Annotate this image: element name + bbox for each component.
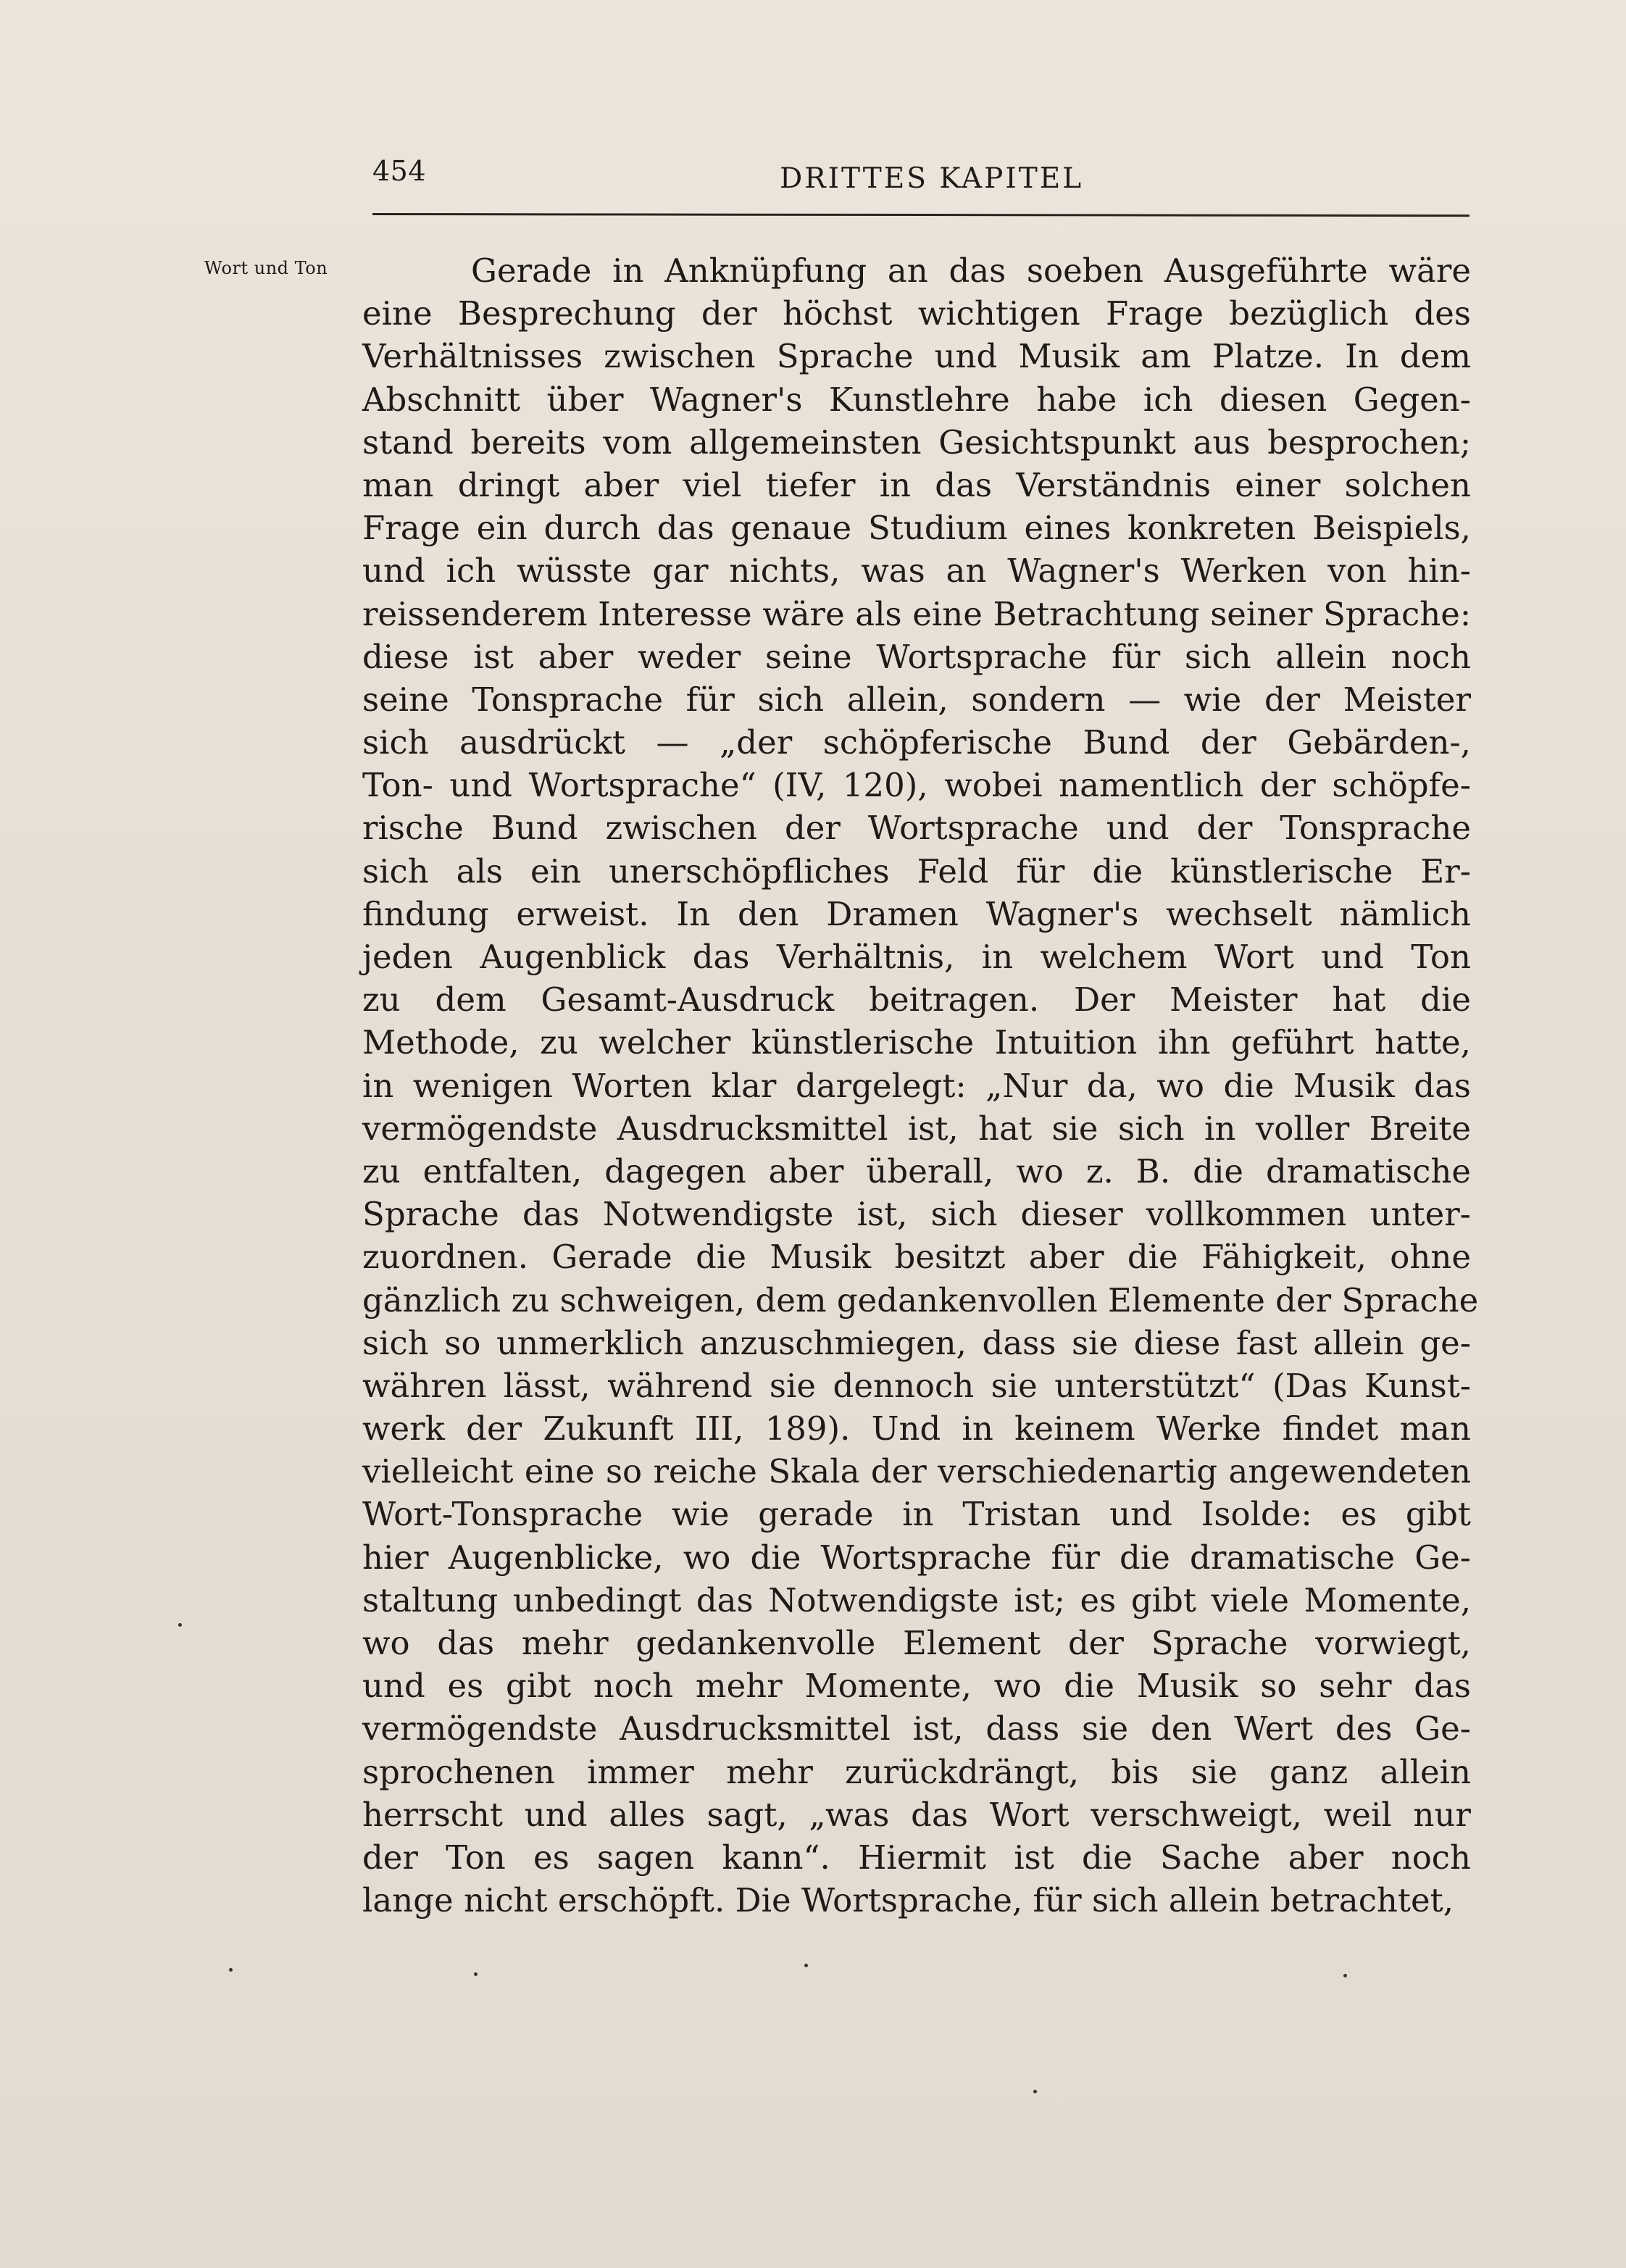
text-line: vermögendste Ausdrucksmittel ist, dass sie den Wert des Ge-	[362, 1709, 1471, 1748]
margin-note: Wort und Ton	[204, 258, 328, 278]
text-line: der Ton es sagen kann“. Hiermit ist die Sache aber noch	[362, 1838, 1471, 1877]
text-line: stand bereits vom allgemeinsten Gesichtspunkt aus besprochen;	[362, 422, 1471, 462]
paper-speck	[229, 1968, 233, 1972]
text-line: findung erweist. In den Dramen Wagner's wechselt nämlich	[362, 894, 1471, 933]
text-line: vielleicht eine so reiche Skala der verschiedenartig angewendeten	[362, 1452, 1471, 1491]
header-rule	[372, 213, 1469, 217]
body-text	[362, 249, 1479, 1922]
paper-speck	[804, 1964, 808, 1967]
text-line: gänzlich zu schweigen, dem gedankenvollen Elemente der Sprache	[362, 1280, 1479, 1319]
text-line: eine Besprechung der höchst wichtigen Frage bezüglich des	[362, 294, 1471, 333]
paper-speck	[1033, 2090, 1037, 2093]
text-line: Sprache das Notwendigste ist, sich dieser vollkommen unter-	[362, 1195, 1471, 1234]
paper-speck	[1343, 1974, 1347, 1977]
text-line: währen lässt, während sie dennoch sie unterstützt“ (Das Kunst-	[362, 1366, 1471, 1405]
text-line: sich ausdrückt — „der schöpferische Bund der Gebärden-,	[362, 723, 1471, 762]
paper-speck	[178, 1623, 182, 1627]
text-line: Ton- und Wortsprache“ (IV, 120), wobei namentlich der schöpfe-	[362, 766, 1471, 805]
text-line: in wenigen Worten klar dargelegt: „Nur da, wo die Musik das	[362, 1066, 1471, 1105]
text-line: vermögendste Ausdrucksmittel ist, hat sie sich in voller Breite	[362, 1109, 1471, 1148]
text-line: und es gibt noch mehr Momente, wo die Musik so sehr das	[362, 1667, 1471, 1706]
text-line: rische Bund zwischen der Wortsprache und der Tonsprache	[362, 809, 1471, 848]
text-line: lange nicht erschöpft. Die Wortsprache, für sich allein betrachtet,	[362, 1881, 1454, 1920]
paper-speck	[474, 1972, 478, 1976]
text-line: diese ist aber weder seine Wortsprache für sich allein noch	[362, 637, 1471, 676]
text-line: zu entfalten, dagegen aber überall, wo z. B. die dramatische	[362, 1151, 1471, 1191]
text-line: zu dem Gesamt-Ausdruck beitragen. Der Meister hat die	[362, 980, 1471, 1020]
text-line: sich als ein unerschöpfliches Feld für die künstlerische Er-	[362, 851, 1471, 891]
text-line: man dringt aber viel tiefer in das Verständnis einer solchen	[362, 465, 1471, 504]
text-line: reissenderem Interesse wäre als eine Betrachtung seiner Sprache:	[362, 594, 1471, 633]
text-line: jeden Augenblick das Verhältnis, in welchem Wort und Ton	[362, 938, 1471, 976]
text-line: wo das mehr gedankenvolle Element der Sprache vorwiegt,	[362, 1624, 1471, 1662]
text-line: und ich wüsste gar nichts, was an Wagner's Werken von hin-	[362, 551, 1471, 591]
text-line: Methode, zu welcher künstlerische Intuition ihn geführt hatte,	[362, 1023, 1471, 1062]
page-number: 454	[372, 155, 427, 187]
text-line: Gerade in Anknüpfung an das soeben Ausgeführte wäre	[471, 251, 1471, 290]
text-line: werk der Zukunft III, 189). Und in keinem Werke findet man	[362, 1409, 1471, 1448]
text-line: Frage ein durch das genaue Studium eines konkreten Beispiels,	[362, 509, 1471, 548]
text-line: sprochenen immer mehr zurückdrängt, bis sie ganz allein	[362, 1752, 1471, 1791]
text-line: zuordnen. Gerade die Musik besitzt aber die Fähigkeit, ohne	[362, 1238, 1471, 1277]
running-head: DRITTES KAPITEL	[780, 162, 1084, 195]
text-line: sich so unmerklich anzuschmiegen, dass sie diese fast allein ge-	[362, 1323, 1471, 1362]
text-line: Abschnitt über Wagner's Kunstlehre habe ich diesen Gegen-	[362, 380, 1471, 419]
text-line: staltung unbedingt das Notwendigste ist; es gibt viele Momente,	[362, 1580, 1471, 1619]
text-line: seine Tonsprache für sich allein, sondern — wie der Meister	[362, 680, 1471, 719]
text-line: hier Augenblicke, wo die Wortsprache für die dramatische Ge-	[362, 1538, 1471, 1577]
text-line: herrscht und alles sagt, „was das Wort verschweigt, weil nur	[362, 1795, 1471, 1834]
text-line: Wort-Tonsprache wie gerade in Tristan und Isolde: es gibt	[362, 1495, 1471, 1534]
text-line: Verhältnisses zwischen Sprache und Musik am Platze. In dem	[362, 337, 1471, 376]
